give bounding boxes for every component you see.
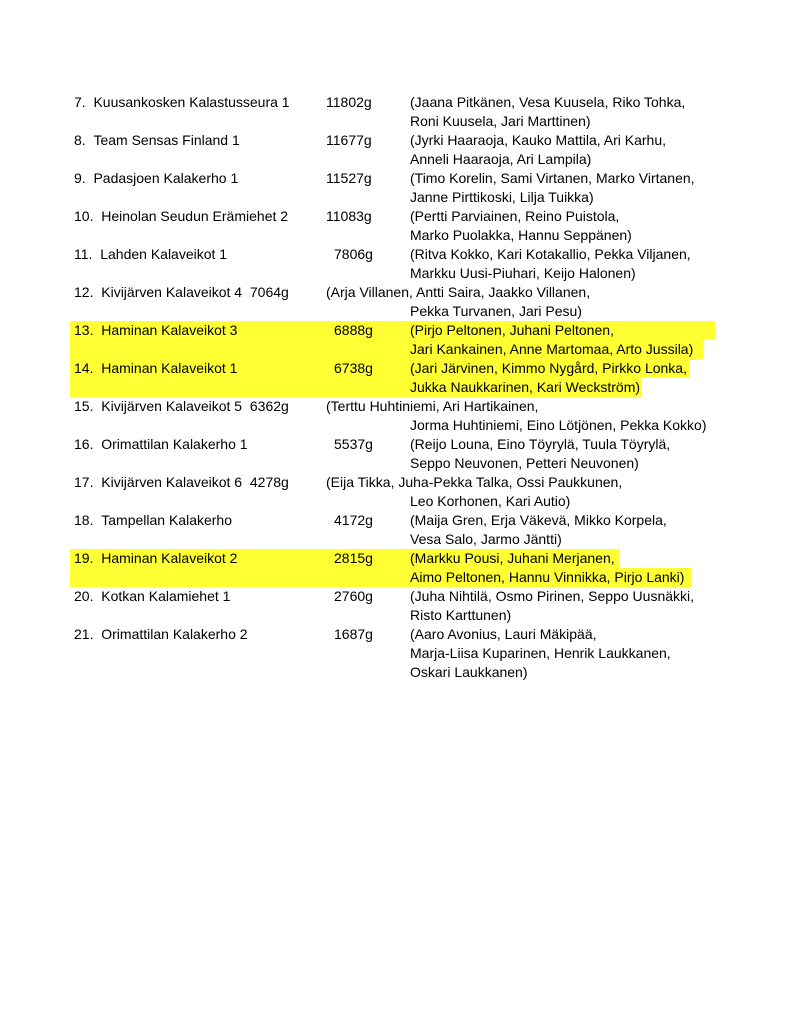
- result-row-14: [0, 359, 791, 397]
- rank-and-team: 9. Padasjoen Kalakerho 1: [74, 170, 239, 186]
- result-row-10: [0, 207, 791, 245]
- members-line-2: Markku Uusi-Piuhari, Keijo Halonen): [410, 265, 636, 281]
- rank-and-team: 21. Orimattilan Kalakerho 2: [74, 626, 248, 642]
- rank-and-team: 14. Haminan Kalaveikot 1: [74, 360, 238, 376]
- catch-weight: 7064g: [249, 284, 289, 300]
- rank-and-team: 20. Kotkan Kalamiehet 1: [74, 588, 231, 604]
- members-line-2: Risto Karttunen): [410, 607, 512, 623]
- members-line-1: (Arja Villanen, Antti Saira, Jaakko Villanen,: [326, 284, 591, 300]
- rank-and-team: 10. Heinolan Seudun Erämiehet 2: [74, 208, 289, 224]
- members-line-1: (Eija Tikka, Juha-Pekka Talka, Ossi Paukkunen,: [326, 474, 623, 490]
- rank-and-team: 11. Lahden Kalaveikot 1: [74, 246, 228, 262]
- members-line-1: (Aaro Avonius, Lauri Mäkipää,: [410, 626, 597, 642]
- rank-and-team: 13. Haminan Kalaveikot 3: [74, 322, 238, 338]
- members-line-3: Oskari Laukkanen): [410, 664, 528, 680]
- rank-team-weight: 12. Kivijärven Kalaveikot 4 7064g: [74, 284, 289, 300]
- result-row-7: [0, 93, 791, 131]
- members-line-2: Anneli Haaraoja, Ari Lampila): [410, 151, 592, 167]
- members-line-2: Janne Pirttikoski, Lilja Tuikka): [410, 189, 594, 205]
- rank-and-team: 18. Tampellan Kalakerho: [74, 512, 232, 528]
- members-line-2: Marko Puolakka, Hannu Seppänen): [410, 227, 632, 243]
- members-line-1: (Ritva Kokko, Kari Kotakallio, Pekka Viljanen,: [410, 246, 691, 262]
- catch-weight: 11083g: [326, 208, 372, 224]
- catch-weight: 2815g: [334, 550, 373, 566]
- catch-weight: 2760g: [334, 588, 373, 604]
- members-line-1: (Jaana Pitkänen, Vesa Kuusela, Riko Tohka,: [410, 94, 686, 110]
- result-row-13: [0, 321, 791, 359]
- members-line-2: Jukka Naukkarinen, Kari Weckström): [410, 379, 641, 395]
- members-line-1: (Juha Nihtilä, Osmo Pirinen, Seppo Uusnäkki,: [410, 588, 695, 604]
- result-row-16: [0, 435, 791, 473]
- result-row-17: [0, 473, 791, 511]
- rank-and-team: 8. Team Sensas Finland 1: [74, 132, 240, 148]
- result-row-19: [0, 549, 791, 587]
- result-row-9: [0, 169, 791, 207]
- catch-weight: 7806g: [334, 246, 373, 262]
- members-line-2: Vesa Salo, Jarmo Jäntti): [410, 531, 562, 547]
- result-row-15: [0, 397, 791, 435]
- catch-weight: 1687g: [334, 626, 373, 642]
- rank-and-team: 16. Orimattilan Kalakerho 1: [74, 436, 248, 452]
- result-row-11: [0, 245, 791, 283]
- members-line-1: (Jari Järvinen, Kimmo Nygård, Pirkko Lonka,: [410, 360, 687, 376]
- result-row-20: [0, 587, 791, 625]
- members-line-2: Pekka Turvanen, Jari Pesu): [410, 303, 582, 319]
- members-line-1: (Reijo Louna, Eino Töyrylä, Tuula Töyrylä,: [410, 436, 671, 452]
- rank-team-weight: 17. Kivijärven Kalaveikot 6 4278g: [74, 474, 289, 490]
- members-line-1: (Pertti Parviainen, Reino Puistola,: [410, 208, 620, 224]
- catch-weight: 6888g: [334, 322, 373, 338]
- rank-and-team: 7. Kuusankosken Kalastusseura 1: [74, 94, 290, 110]
- members-line-1: (Terttu Huhtiniemi, Ari Hartikainen,: [326, 398, 539, 414]
- result-row-18: [0, 511, 791, 549]
- members-line-2: Leo Korhonen, Kari Autio): [410, 493, 571, 509]
- members-line-1: (Timo Korelin, Sami Virtanen, Marko Virtanen,: [410, 170, 695, 186]
- catch-weight: 6362g: [249, 398, 289, 414]
- members-line-2: Jari Kankainen, Anne Martomaa, Arto Jussila): [410, 341, 694, 357]
- members-line-2: Seppo Neuvonen, Petteri Neuvonen): [410, 455, 639, 471]
- catch-weight: 4278g: [249, 474, 289, 490]
- result-row-12: [0, 283, 791, 321]
- rank-team-weight: 15. Kivijärven Kalaveikot 5 6362g: [74, 398, 289, 414]
- result-row-8: [0, 131, 791, 169]
- catch-weight: 5537g: [334, 436, 373, 452]
- members-line-2: Jorma Huhtiniemi, Eino Lötjönen, Pekka Kokko): [410, 417, 707, 433]
- result-row-21: [0, 625, 791, 682]
- members-line-1: (Pirjo Peltonen, Juhani Peltonen,: [410, 322, 614, 338]
- catch-weight: 6738g: [334, 360, 373, 376]
- members-line-2: Aimo Peltonen, Hannu Vinnikka, Pirjo Lanki): [410, 569, 685, 585]
- rank-and-team: 19. Haminan Kalaveikot 2: [74, 550, 238, 566]
- members-line-2: Marja-Liisa Kuparinen, Henrik Laukkanen,: [410, 645, 671, 661]
- catch-weight: 11677g: [326, 132, 372, 148]
- catch-weight: 4172g: [334, 512, 373, 528]
- members-line-2: Roni Kuusela, Jari Marttinen): [410, 113, 591, 129]
- catch-weight: 11802g: [326, 94, 372, 110]
- members-line-1: (Maija Gren, Erja Väkevä, Mikko Korpela,: [410, 512, 667, 528]
- members-line-1: (Markku Pousi, Juhani Merjanen,: [410, 550, 615, 566]
- catch-weight: 11527g: [326, 170, 372, 186]
- members-line-1: (Jyrki Haaraoja, Kauko Mattila, Ari Karhu,: [410, 132, 666, 148]
